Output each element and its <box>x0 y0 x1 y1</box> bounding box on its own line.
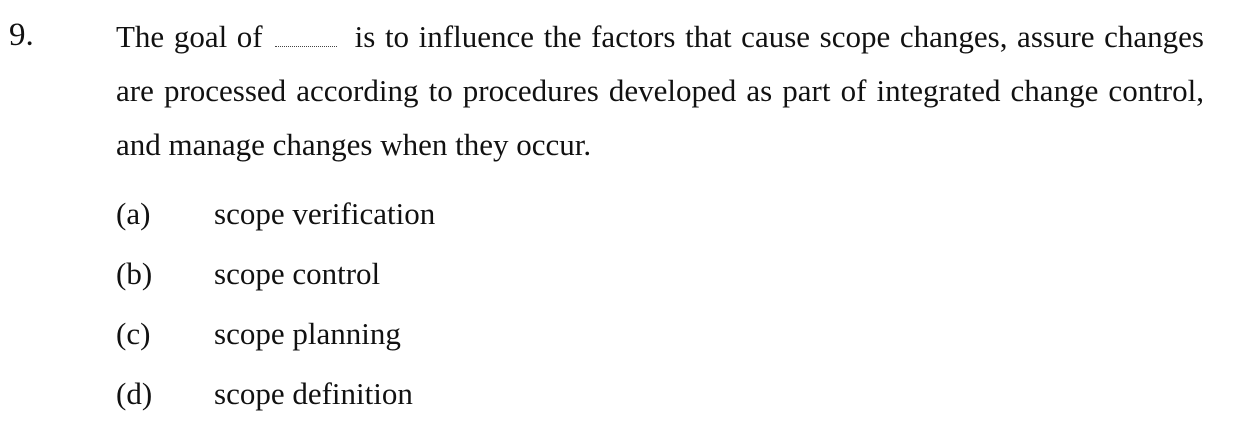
option-letter: (b) <box>116 256 153 291</box>
question-text-before-blank: The goal of <box>116 19 263 54</box>
option-letter: (a) <box>116 196 151 231</box>
option-text: scope planning <box>214 316 401 351</box>
option-letter: (d) <box>116 376 153 411</box>
option-b <box>116 244 816 304</box>
answer-options <box>116 184 816 424</box>
option-d <box>116 364 816 424</box>
answer-blank <box>275 22 337 47</box>
question-text-after-blank: is to influence the factors that cause scope changes, assure changes are processed according to procedures developed as part of integrated change control, and manage changes when they occur. <box>116 19 1204 162</box>
option-text: scope definition <box>214 376 413 411</box>
option-letter: (c) <box>116 316 151 351</box>
option-a <box>116 184 816 244</box>
question-number: 9. <box>9 17 34 53</box>
question-stem <box>116 10 1204 172</box>
option-text: scope control <box>214 256 381 291</box>
option-c <box>116 304 816 364</box>
option-text: scope verification <box>214 196 436 231</box>
